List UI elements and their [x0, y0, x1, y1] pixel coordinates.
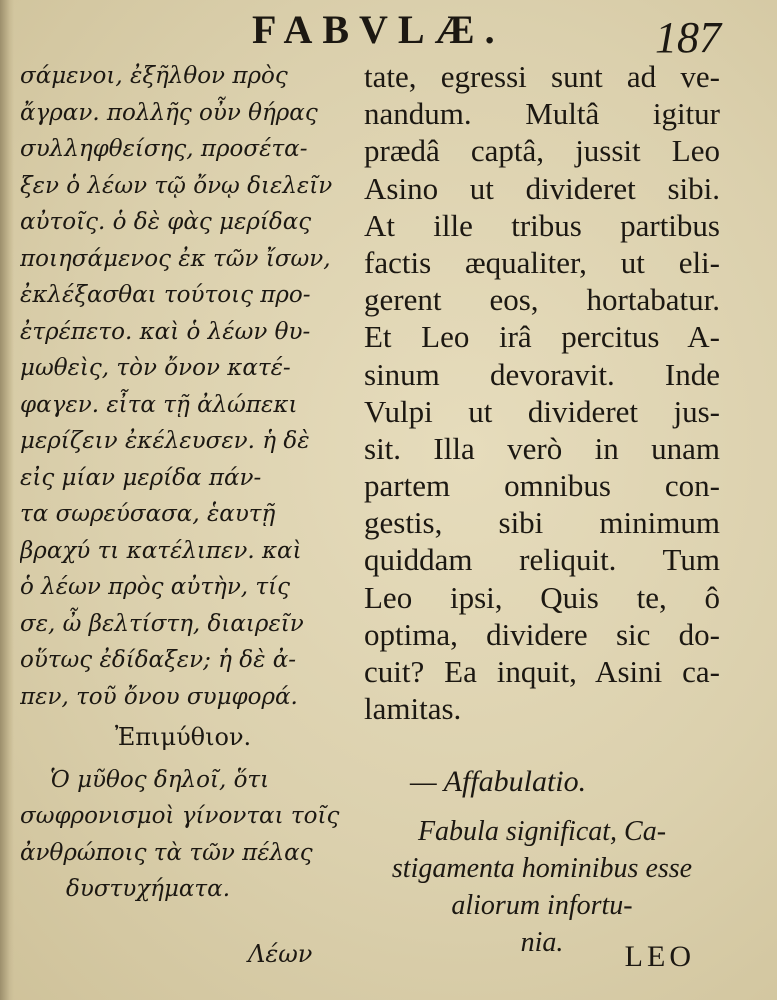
- page-gutter-shadow: [0, 0, 14, 1000]
- latin-moral-heading: — Affabulatio.: [410, 765, 587, 799]
- latin-line: prædâ captâ, jussit Leo: [364, 133, 720, 169]
- greek-line: μερίζειν ἐκέλευσεν. ἡ δὲ: [20, 428, 310, 454]
- greek-line: σε, ὦ βελτίστη, διαιρεῖν: [20, 610, 304, 637]
- greek-line: ὁ λέων πρὸς αὐτὴν, τίς: [20, 574, 291, 600]
- greek-line: ποιησάμενος ἐκ τῶν ἴσων,: [20, 245, 331, 272]
- latin-catchword: LEO: [624, 940, 695, 973]
- latin-moral-line: stigamenta hominibus esse: [391, 852, 693, 884]
- greek-catchword: Λέων: [248, 940, 313, 968]
- latin-line: Et Leo irâ percitus A-: [364, 319, 720, 355]
- greek-line: μωθεὶς, τὸν ὄνον κατέ-: [20, 355, 291, 381]
- greek-moral-line: ἀνθρώποις τὰ τῶν πέλας: [20, 839, 313, 866]
- page-number: 187: [655, 13, 721, 62]
- greek-line: οὕτως ἐδίδαξεν; ἡ δὲ ἀ-: [20, 647, 297, 673]
- greek-line: σάμενοι, ἐξῆλθον πρὸς: [20, 63, 288, 89]
- greek-line: φαγεν. εἶτα τῇ ἀλώπεκι: [20, 391, 298, 418]
- latin-line: partem omnibus con-: [364, 468, 720, 504]
- latin-line: sinum devoravit. Inde: [364, 356, 720, 392]
- latin-line: factis æqualiter, ut eli-: [364, 244, 720, 280]
- greek-moral-line: Ὁ μῦθος δηλοῖ, ὅτι: [50, 766, 270, 793]
- greek-column: [20, 58, 346, 908]
- latin-moral-line: nia.: [520, 926, 564, 958]
- greek-line: ἄγραν. πολλῆς οὖν θήρας: [20, 99, 318, 126]
- greek-line: συλληφθείσης, προσέτα-: [20, 136, 308, 162]
- greek-line: βραχύ τι κατέλιπεν. καὶ: [20, 537, 302, 564]
- greek-line: εἰς μίαν μερίδα πάν-: [20, 464, 262, 491]
- latin-line: Asino ut divideret sibi.: [364, 170, 720, 206]
- latin-moral: [364, 813, 720, 961]
- latin-line: Leo ipsi, Quis te, ô: [364, 579, 720, 615]
- latin-moral-line: aliorum infortu-: [451, 889, 633, 921]
- latin-line: cuit? Ea inquit, Asini ca-: [364, 654, 720, 689]
- latin-line: Vulpi ut divideret jus-: [364, 393, 720, 429]
- latin-line: sit. Illa verò in unam: [364, 430, 720, 466]
- greek-moral-line: σωφρονισμοὶ γίνονται τοῖς: [20, 803, 340, 829]
- latin-line: gerent eos, hortabatur.: [364, 282, 720, 318]
- greek-line: ἐτρέπετο. καὶ ὁ λέων θυ-: [20, 318, 311, 345]
- greek-line: αὐτοῖς. ὁ δὲ φὰς μερίδας: [20, 209, 312, 235]
- greek-moral-line: δυστυχήματα.: [66, 876, 230, 902]
- latin-line: nandum. Multâ igitur: [364, 96, 720, 132]
- latin-moral-line: Fabula significat, Ca-: [417, 815, 667, 847]
- greek-moral: [20, 762, 346, 908]
- latin-line: At ille tribus partibus: [364, 207, 720, 243]
- latin-line: lamitas.: [364, 691, 462, 727]
- greek-line: τα σωρεύσασα, ἑαυτῇ: [20, 501, 276, 527]
- latin-line: optima, dividere sic do-: [364, 616, 720, 652]
- greek-line: πεν, τοῦ ὄνου συμφορά.: [20, 683, 298, 710]
- latin-line: gestis, sibi minimum: [364, 505, 720, 541]
- greek-line: ξεν ὁ λέων τῷ ὄνῳ διελεῖν: [20, 172, 333, 199]
- running-head: FABVLÆ.: [252, 7, 505, 52]
- greek-moral-heading: Ἐπιμύθιον.: [114, 723, 252, 751]
- latin-line: tate, egressi sunt ad ve-: [364, 59, 720, 94]
- latin-line: quiddam reliquit. Tum: [364, 542, 720, 578]
- latin-column: [364, 58, 720, 961]
- greek-line: ἐκλέξασθαι τούτοις προ-: [20, 282, 311, 308]
